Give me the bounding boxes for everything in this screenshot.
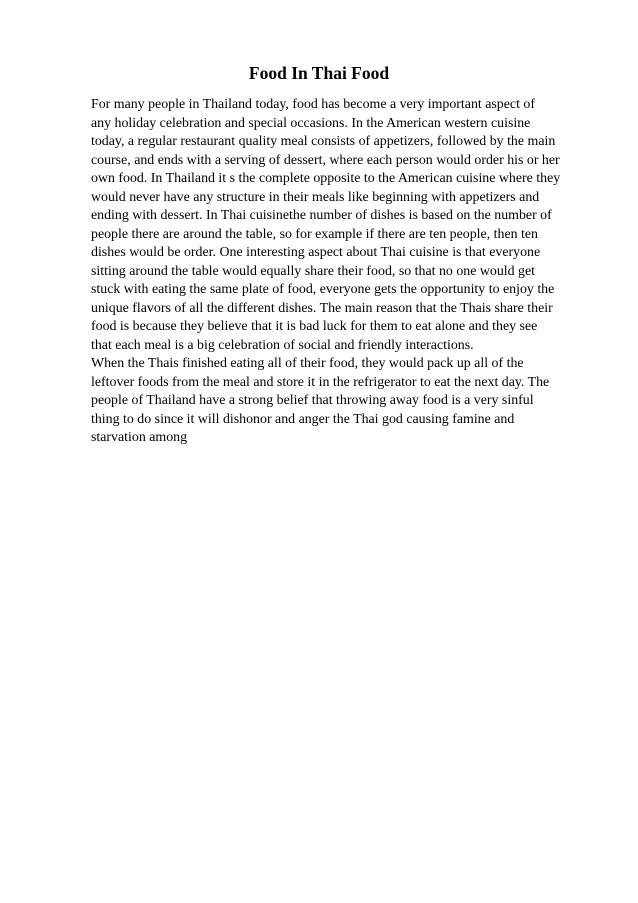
body-line: own food. In Thailand it s the complete opposite to the American cuisine where they [91,171,561,186]
body-line: When the Thais finished eating all of their food, they would pack up all of the [91,356,524,371]
body-line: starvation among [91,430,188,445]
body-line: people of Thailand have a strong belief that throwing away food is a very sinful [91,393,534,408]
body-line: thing to do since it will dishonor and anger the Thai god causing famine and [91,411,515,427]
body-line: sitting around the table would equally share their food, so that no one would get [91,263,536,279]
body-line: dishes would be order. One interesting aspect about Thai cuisine is that everyone [91,245,541,260]
document-body [91,96,585,448]
document-title: Food In Thai Food [248,63,390,83]
body-line: stuck with eating the same plate of food, everyone gets the opportunity to enjoy the [91,282,555,297]
body-line: people there are around the table, so for example if there are ten people, then ten [91,226,538,242]
body-line: course, and ends with a serving of dessert, where each person would order his or her [91,152,560,168]
body-line: unique flavors of all the different dishes. The main reason that the Thais share their [91,300,553,316]
body-line: any holiday celebration and special occasions. In the American western cuisine [91,115,531,131]
body-line: For many people in Thailand today, food has become a very important aspect of [91,97,535,112]
body-line: would never have any structure in their meals like beginning with appetizers and [91,189,540,205]
body-line: today, a regular restaurant quality meal consists of appetizers, followed by the main [91,134,556,149]
body-line: that each meal is a big celebration of social and friendly interactions. [91,337,474,353]
body-line: leftover foods from the meal and store it in the refrigerator to eat the next day. The [91,374,550,390]
body-line: food is because they believe that it is bad luck for them to eat alone and they see [91,319,538,334]
body-line: ending with dessert. In Thai cuisinethe number of dishes is based on the number of [91,208,552,223]
